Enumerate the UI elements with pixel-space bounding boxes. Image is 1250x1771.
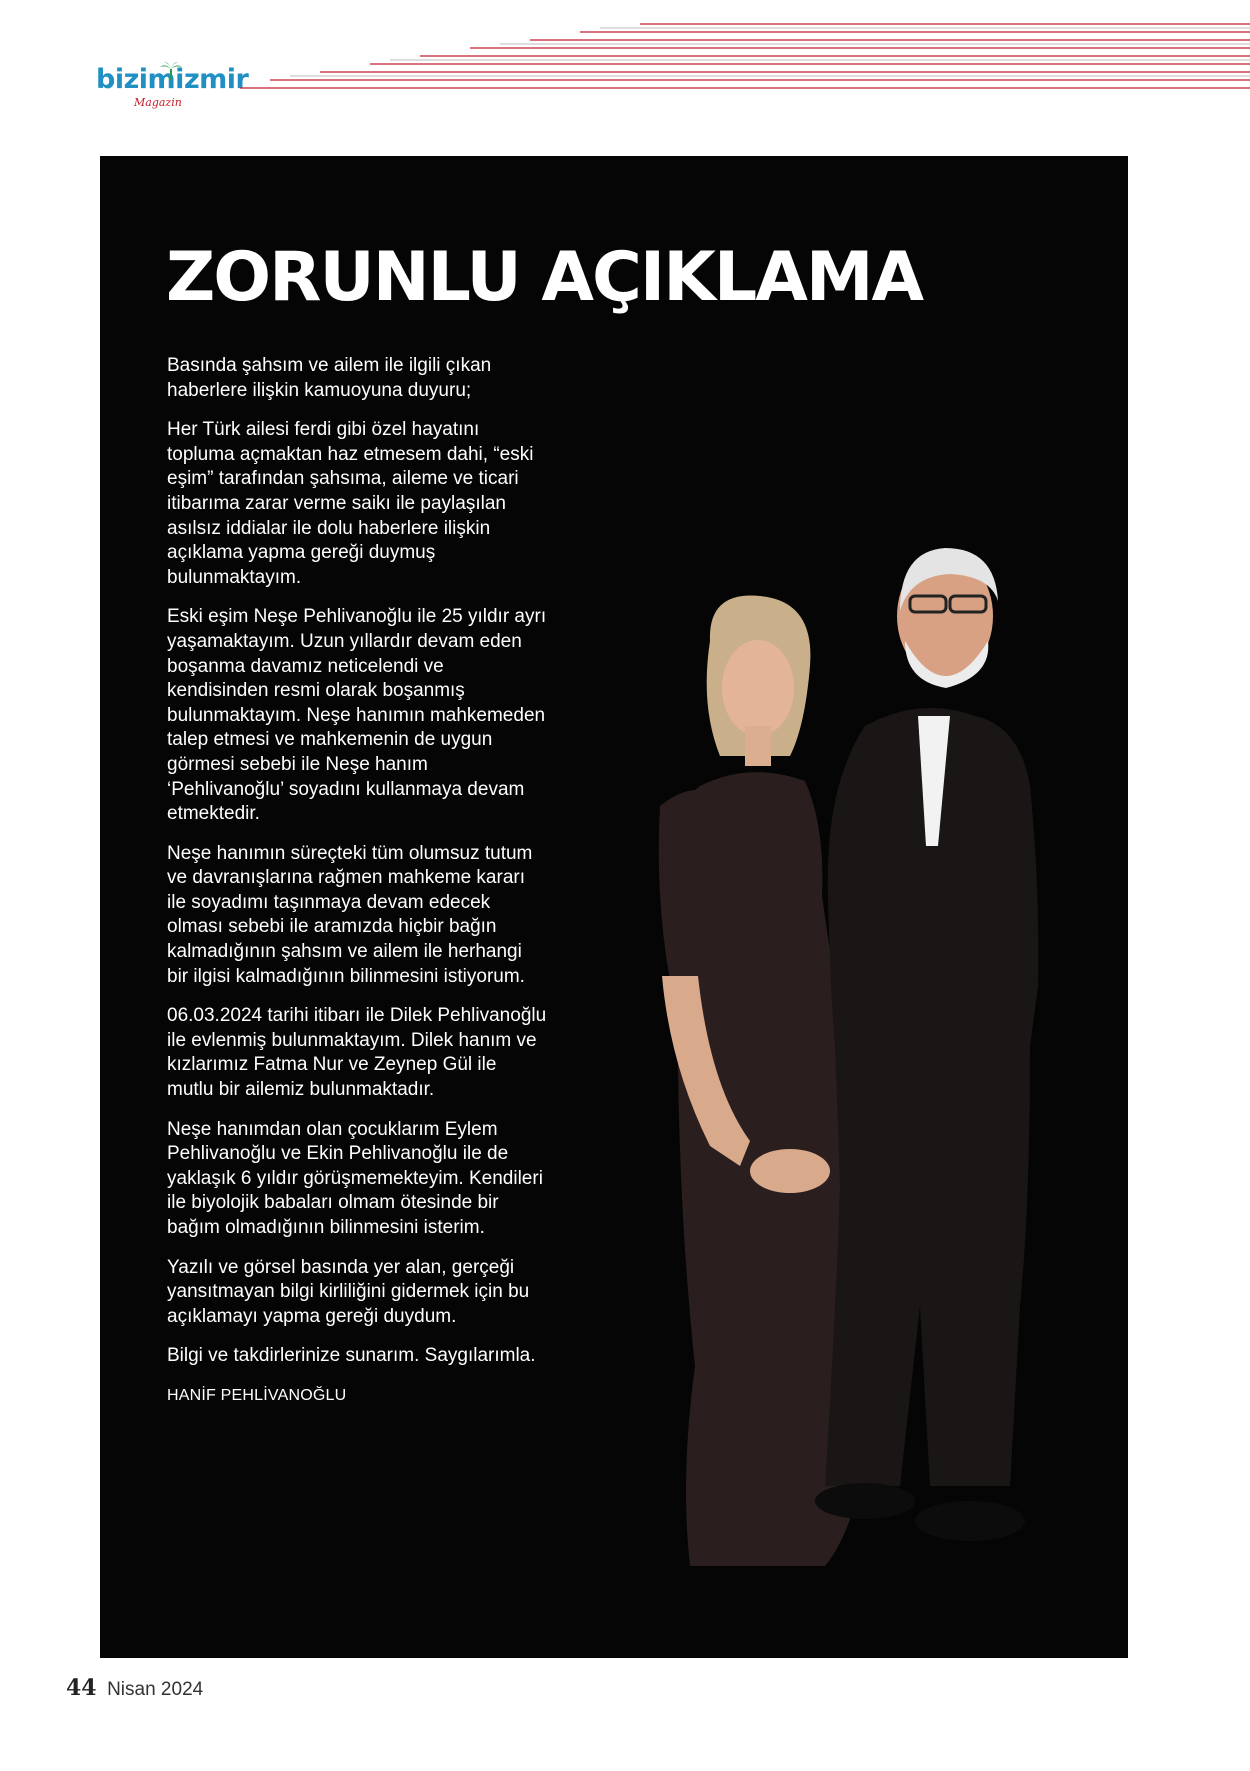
magazine-logo bbox=[96, 62, 249, 112]
statement-paragraph: Eski eşim Neşe Pehlivanoğlu ile 25 yıldır ayrı yaşamaktayım. Uzun yıllardır devam eden boşanma davamız neticelendi ve kendisinden resmi olarak boşanmış bulunmaktayım. Neşe hanımın mahkemeden talep etmesi ve mahkemenin de uygun görmesi sebebi ile Neşe hanım ‘Pehlivanoğlu’ soyadını kullanmaya devam etmektedir. bbox=[167, 606, 547, 825]
statement-panel bbox=[100, 156, 1128, 1658]
statement-paragraph: Yazılı ve görsel basında yer alan, gerçeği yansıtmayan bilgi kirliliğini gidermek için bu açıklamayı yapma gereği duydum. bbox=[167, 1256, 530, 1327]
logo-subtitle: Magazin bbox=[134, 96, 182, 109]
statement-paragraph: Neşe hanımın süreçteki tüm olumsuz tutum ve davranışlarına rağmen mahkeme kararı ile soyadımı taşınmaya devam edecek olması sebebi ile aramızda hiçbir bağın kalmadığının şahsım ve ailem ile herhangi bir ilgisi kalmadığının bilinmesini istiyorum. bbox=[167, 842, 533, 987]
couple-photo bbox=[600, 426, 1120, 1656]
issue-date: Nisan 2024 bbox=[107, 1679, 204, 1700]
palm-tree-icon bbox=[160, 62, 182, 80]
page-footer bbox=[66, 1675, 203, 1701]
header-decorative-lines bbox=[240, 20, 1250, 110]
statement-body bbox=[167, 354, 547, 1424]
statement-paragraph: Neşe hanımdan olan çocuklarım Eylem Pehlivanoğlu ve Ekin Pehlivanoğlu ile de yaklaşık 6 yıldır görüşmemekteyim. Kendileri ile biyolojik babaları olmam ötesinde bir bağım olmadığının bilinmesini isterim. bbox=[167, 1118, 543, 1238]
statement-paragraph: Bilgi ve takdirlerinize sunarım. Saygılarımla. bbox=[167, 1345, 536, 1367]
statement-paragraph: Basında şahsım ve ailem ile ilgili çıkan haberlere ilişkin kamuoyuna duyuru; bbox=[167, 355, 492, 401]
statement-signature: HANİF PEHLİVANOĞLU bbox=[167, 1386, 347, 1404]
statement-paragraph: 06.03.2024 tarihi itibarı ile Dilek Pehlivanoğlu ile evlenmiş bulunmaktayım. Dilek hanım ve kızlarımız Fatma Nur ve Zeynep Gül ile mutlu bir ailemiz bulunmaktadır. bbox=[167, 1005, 547, 1101]
statement-paragraph: Her Türk ailesi ferdi gibi özel hayatını topluma açmaktan haz etmesem dahi, “eski eşim” tarafından şahsıma, aileme ve ticari itibarıma zarar verme saikı ile paylaşılan asılsız iddialar ile dolu haberlere ilişkin açıklama yapma gereği duymuş bulunmaktayım. bbox=[167, 419, 534, 588]
logo-wordmark: bizimizmir bbox=[96, 64, 249, 95]
statement-title: ZORUNLU AÇIKLAMA bbox=[166, 238, 923, 317]
page-number: 44 bbox=[66, 1675, 97, 1701]
